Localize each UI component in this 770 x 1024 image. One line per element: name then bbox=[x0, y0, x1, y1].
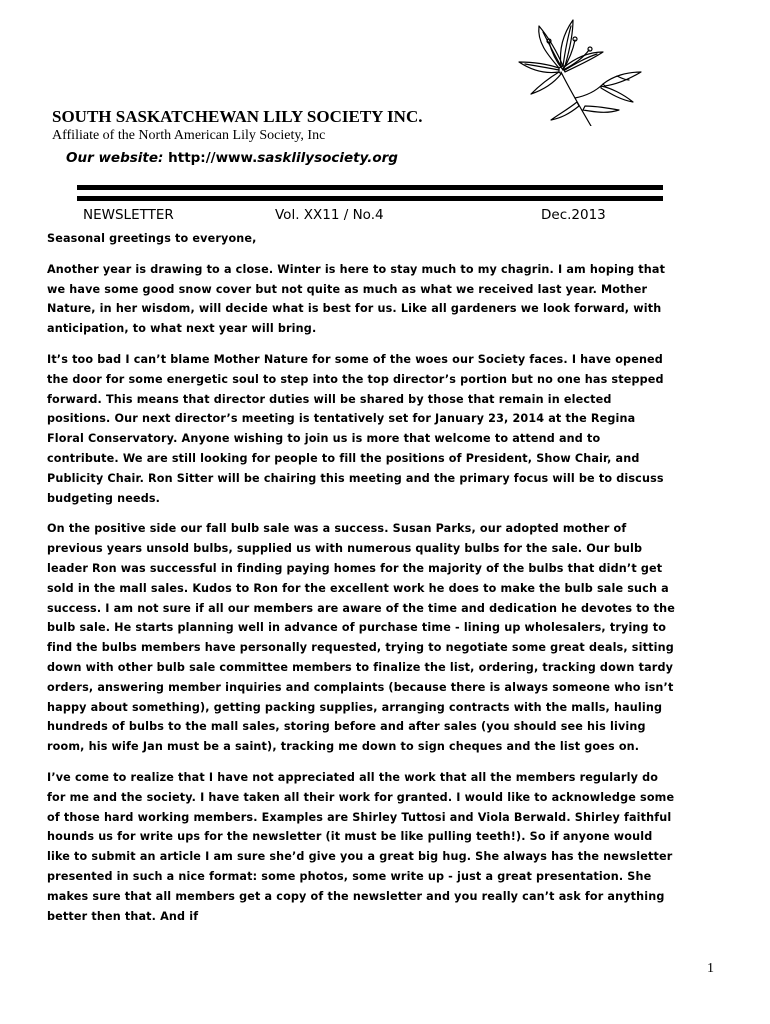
newsletter-body bbox=[47, 229, 675, 937]
website-line bbox=[66, 150, 398, 166]
body-paragraph: Another year is drawing to a close. Winter is here to stay much to my chagrin. I am hoping that we have some good snow cover but not quite as much as what we received last year. Mother Nature, in her wisdom, will decide what is best for us. Like all gardeners we look forward, with anticipation, to what next year will bring. bbox=[47, 262, 666, 336]
lily-flower-illustration bbox=[503, 14, 648, 126]
page-number: 1 bbox=[707, 961, 714, 976]
website-url-domain: sasklilysociety.org bbox=[257, 150, 398, 166]
newsletter-title: NEWSLETTER bbox=[83, 207, 174, 223]
affiliate-line: Affiliate of the North American Lily Society, Inc bbox=[52, 128, 326, 143]
website-url[interactable] bbox=[168, 150, 398, 166]
body-paragraph: It’s too bad I can’t blame Mother Nature for some of the woes our Society faces. I have opened the door for some energetic soul to step into the top director’s portion but no one has stepped forward. This means that director duties will be shared by those that remain in elected positions. Our next director’s meeting is tentatively set for January 23, 2014 at the Regina Floral Conservatory. Anyone wishing to join us is more that welcome to attend and to contribute. We are still looking for people to fill the positions of President, Show Chair, and Publicity Chair. Ron Sitter will be chairing this meeting and the primary focus will be to discuss budgeting needs. bbox=[47, 352, 664, 505]
body-paragraph: On the positive side our fall bulb sale was a success. Susan Parks, our adopted mother of previous years unsold bulbs, supplied us with numerous quality bulbs for the sale. Our bulb leader Ron was successful in finding paying homes for the majority of the bulbs that didn’t get sold in the mall sales. Kudos to Ron for the excellent work he does to make the bulb sale such a success. I am not sure if all our members are aware of the time and dedication he devotes to the bulb sale. He starts planning well in advance of purchase time - lining up wholesalers, trying to find the bulbs members have personally requested, trying to negotiate some great deals, sitting down with other bulb sale committee members to finalize the list, ordering, tracking down tardy orders, answering member inquiries and complaints (because there is always someone who isn’t happy about something), getting packing supplies, arranging contracts with the malls, hauling hundreds of bulbs to the mall sales, storing before and after sales (you should see his living room, his wife Jan must be a saint), tracking me down to sign cheques and the list goes on. bbox=[47, 522, 676, 754]
newsletter-date: Dec.2013 bbox=[541, 207, 606, 223]
website-url-prefix: http://www. bbox=[168, 150, 258, 166]
body-paragraph: I’ve come to realize that I have not appreciated all the work that all the members regularly do for me and the society. I have taken all their work for granted. I would like to acknowledge some of those hard working members. Examples are Shirley Tuttosi and Viola Berwald. Shirley faithful hounds us for write ups for the newsletter (it must be like pulling teeth!). So if anyone would like to submit an article I am sure she’d give you a great big hug. She always has the newsletter presented in such a nice format: some photos, some write up - just a great presentation. She makes sure that all members get a copy of the newsletter and you really can’t ask for anything better then that. And if bbox=[47, 770, 675, 923]
header-rule-top bbox=[77, 185, 663, 190]
greeting: Seasonal greetings to everyone, bbox=[47, 232, 257, 245]
website-label: Our website: bbox=[66, 150, 164, 166]
organization-name: SOUTH SASKATCHEWAN LILY SOCIETY INC. bbox=[52, 107, 423, 126]
newsletter-volume: Vol. XX11 / No.4 bbox=[275, 207, 384, 223]
header-rule-bottom bbox=[77, 196, 663, 201]
